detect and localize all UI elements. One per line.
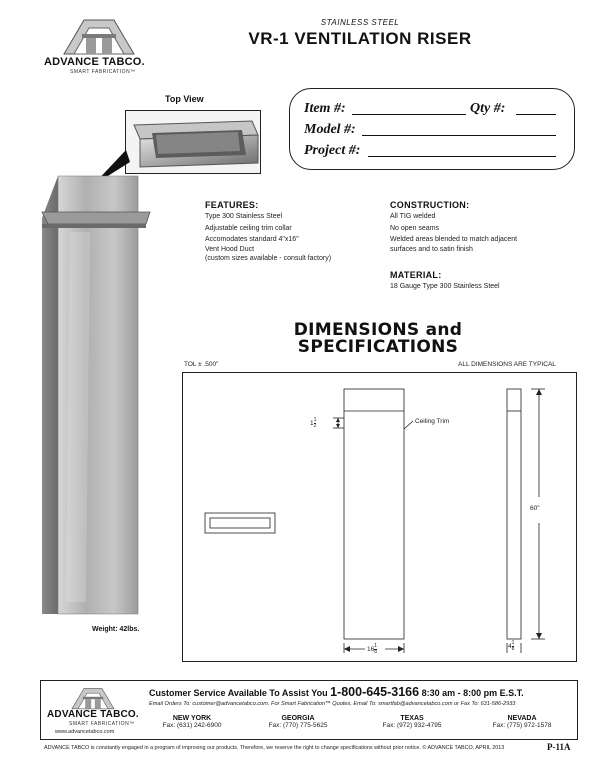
side-elevation — [507, 389, 521, 639]
item-label: Item #: — [304, 101, 346, 116]
width-whole: 16 — [367, 646, 375, 654]
office-fax: Fax: (775) 972-1578 — [492, 722, 552, 729]
office-state: GEORGIA — [281, 715, 315, 722]
project-label: Project #: — [304, 143, 361, 158]
collar-whole: 1 — [310, 420, 314, 428]
dimension-drawing — [182, 372, 577, 662]
material-heading: MATERIAL: — [390, 270, 442, 280]
material-section — [390, 270, 580, 292]
features-line: Type 300 Stainless Steel — [205, 213, 283, 220]
service-hours: 8:30 am - 8:00 pm E.S.T. — [421, 688, 524, 698]
spec-form-box — [289, 88, 575, 170]
features-line: Adjustable ceiling trim collar — [205, 224, 292, 232]
weight-label: Weight: 42lbs. — [92, 626, 140, 633]
brand-logo-mark — [56, 16, 142, 56]
office-state: NEVADA — [507, 715, 537, 722]
office-ny — [137, 715, 247, 729]
width-dimension — [367, 644, 377, 655]
model-label: Model #: — [304, 122, 356, 137]
construction-heading: CONSTRUCTION: — [390, 200, 470, 210]
dimensions-title-line1: DIMENSIONS and — [293, 320, 463, 340]
top-view-label: Top View — [165, 94, 204, 104]
construction-line: All TIG welded — [390, 213, 436, 220]
brand-name: ADVANCE TABCO. — [44, 56, 145, 68]
office-fax: Fax: (770) 775-5625 — [268, 722, 328, 729]
customer-service-line — [149, 685, 524, 699]
contact-footer — [40, 680, 578, 740]
product-kicker: STAINLESS STEEL — [320, 18, 400, 27]
collar-num: 1 — [313, 417, 317, 423]
office-fax: Fax: (972) 932-4795 — [382, 722, 442, 729]
footer-brand-tagline: SMART FABRICATION™ — [69, 721, 135, 727]
width-den: 8 — [374, 649, 378, 655]
page-title: VR-1 VENTILATION RISER — [248, 29, 472, 48]
construction-line: Welded areas blended to match adjacent — [390, 236, 518, 243]
dimensions-title-line2: SPECIFICATIONS — [297, 337, 459, 357]
construction-section — [390, 200, 580, 254]
model-field[interactable] — [362, 135, 556, 136]
customer-service-text: Customer Service Available To Assist You — [149, 688, 328, 698]
header-logo — [44, 16, 154, 76]
riser-product-photo — [40, 172, 160, 622]
project-field[interactable] — [368, 156, 556, 157]
features-section — [205, 200, 375, 264]
construction-line: surfaces and to satin finish — [390, 245, 473, 253]
top-view-inner — [210, 518, 270, 528]
qty-field[interactable] — [516, 114, 556, 115]
office-nv — [467, 715, 577, 729]
office-fax: Fax: (631) 242-6900 — [162, 722, 222, 729]
email-orders-line: Email Orders To: customer@advancetabco.com. For Smart Fabrication™ Quotes, Email To: smartfab@advancetabco.com or Fax To: 631-586-2933 — [149, 701, 516, 707]
brand-tagline: SMART FABRICATION™ — [70, 69, 136, 75]
depth-dimension — [508, 641, 514, 652]
features-line: (custom sizes available - consult factory) — [205, 255, 332, 262]
collar-dimension — [310, 418, 316, 429]
item-field[interactable] — [352, 114, 466, 115]
material-line: 18 Gauge Type 300 Stainless Steel — [390, 283, 500, 290]
qty-label: Qty #: — [470, 101, 506, 116]
website-link[interactable]: www.advancetabco.com — [55, 729, 115, 735]
typical-dimensions-note: ALL DIMENSIONS ARE TYPICAL — [458, 361, 556, 368]
tolerance-note: TOL ± .500" — [184, 361, 219, 368]
depth-den: 8 — [511, 646, 515, 652]
features-line: Vent Hood Duct — [205, 245, 255, 253]
page-code: P-11A — [547, 742, 571, 752]
features-line: Accomodates standard 4"x16" — [205, 236, 299, 243]
features-heading: FEATURES: — [205, 200, 259, 210]
office-state: TEXAS — [400, 715, 424, 722]
footer-logo-mark — [65, 686, 121, 710]
disclaimer: ADVANCE TABCO is constantly engaged in a program of improving our products. Therefore, we reserve the right to change specifications without prior notice. © ADVANCE TABCO, APRIL 2013 — [44, 745, 505, 751]
office-tx — [357, 715, 467, 729]
ceiling-trim-callout: Ceiling Trim — [415, 418, 450, 425]
depth-whole: 4 — [508, 643, 512, 651]
collar-den: 2 — [313, 423, 317, 429]
front-elevation — [344, 389, 404, 639]
height-dimension: 60" — [530, 505, 540, 512]
phone-number[interactable]: 1-800-645-3166 — [330, 685, 420, 699]
office-state: NEW YORK — [172, 715, 212, 722]
depth-num: 1 — [511, 640, 515, 646]
top-view-photo — [125, 110, 261, 174]
construction-line: No open seams — [390, 224, 440, 232]
office-ga — [243, 715, 353, 729]
dimensions-title — [248, 322, 508, 356]
top-view-outline — [205, 513, 275, 533]
footer-brand-name: ADVANCE TABCO. — [47, 709, 139, 720]
width-num: 1 — [374, 643, 378, 649]
